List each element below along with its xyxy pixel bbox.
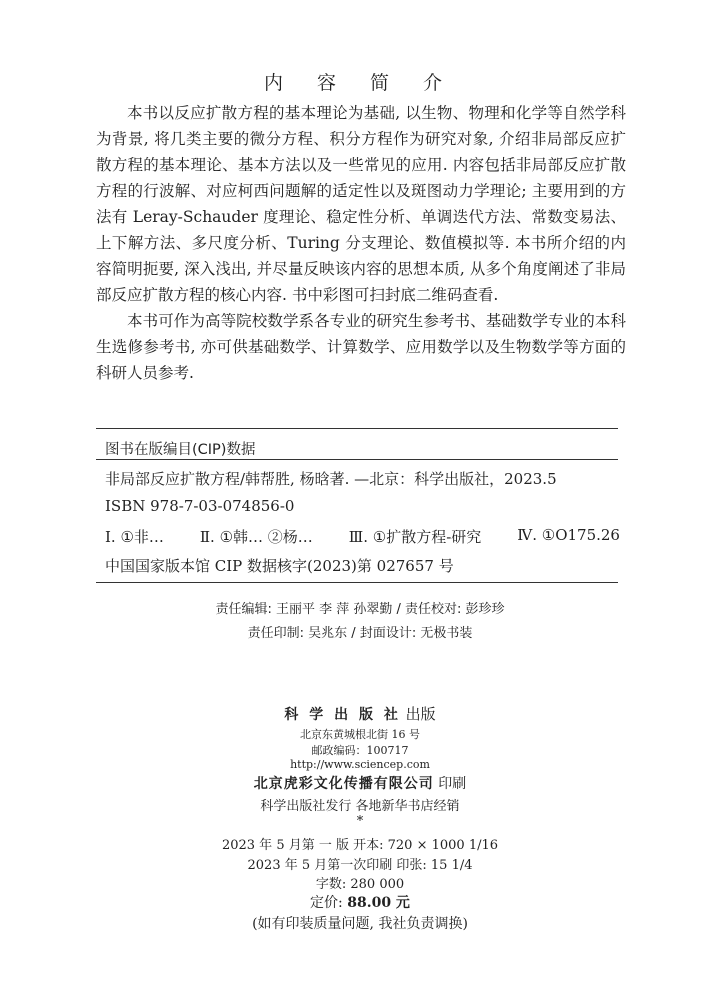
editors-credit: 责任编辑: 王丽平 李 萍 孙翠勤 / 责任校对: 彭珍珍 (215, 602, 505, 617)
publisher-line (0, 703, 720, 724)
distribution: 科学出版社发行 各地新华书店经销 (260, 799, 460, 814)
cip-top-rule (96, 428, 618, 429)
abstract-paragraph: 本书以反应扩散方程的基本理论为基础, 以生物、物理和化学等自然学科为背景, 将几类主要的微分方程、积分方程作为研究对象, 介绍非局部反应扩散方程的基本理论、基本方法以及一些常见的应用. 内容包括非局部反应扩散方程的行波解、对应柯西问题解的适定性以及斑图动力学理论; 主要用到的方法有 Leray-Schauder 度理论、稳定性分析、单调迭代方法、常数变易法、上下解方法、多尺度分析、Turing 分支理论、数值模拟等. 本书所介绍的内容简明扼要, 深入浅出, 并尽量反映该内容的思想本质, 从多个角度阐述了非局部反应扩散方程的核心内容. 书中彩图可扫封底二维码查看. (96, 104, 626, 304)
cip-approval: 中国国家版本馆 CIP 数据核字(2023)第 027657 号 (105, 557, 454, 575)
price-value: 88.00 元 (347, 895, 410, 911)
edition-info: 2023 年 5 月第 一 版 开本: 720 × 1000 1/16 (221, 838, 499, 853)
cip-class-item: Ⅲ. ①扩散方程-研究 (348, 528, 482, 546)
printer-name: 北京虎彩文化传播有限公司 (253, 776, 434, 792)
abstract-body (96, 100, 626, 386)
cip-citation: 非局部反应扩散方程/韩帮胜, 杨晗著. —北京：科学出版社，2023.5 (105, 470, 557, 488)
cip-isbn: ISBN 978-7-03-074856-0 (105, 497, 295, 515)
quality-notice: (如有印装质量问题, 我社负责调换) (252, 916, 468, 932)
price-label: 定价: (310, 895, 343, 911)
cip-classification (105, 526, 620, 547)
printer-suffix: 印刷 (438, 776, 467, 792)
cip-bottom-rule (96, 582, 618, 583)
cip-class-item: Ⅱ. ①韩… ②杨… (199, 528, 313, 546)
abstract-paragraph: 本书可作为高等院校数学系各专业的研究生参考书、基础数学专业的本科生选修参考书, 亦可供基础数学、计算数学、应用数学以及生物数学等方面的科研人员参考. (96, 312, 626, 382)
cip-heading: 图书在版编目(CIP)数据 (105, 442, 256, 458)
printer-line (0, 773, 720, 793)
word-count: 字数: 280 000 (315, 877, 405, 892)
postcode: 邮政编码：100717 (311, 744, 409, 757)
cip-class-item: Ⅰ. ①非… (105, 528, 164, 546)
cip-class-item: Ⅳ. ①O175.26 (517, 526, 620, 544)
price-line (0, 892, 720, 912)
publisher-address: 北京东黄城根北街 16 号 (300, 728, 420, 741)
impression-info: 2023 年 5 月第一次印刷 印张: 15 1/4 (247, 858, 473, 873)
cip-heading-rule (96, 459, 618, 460)
publisher-suffix: 出版 (405, 705, 436, 723)
abstract-heading: 内 容 简 介 (263, 72, 457, 94)
printing-credit: 责任印制: 吴兆东 / 封面设计: 无极书装 (247, 626, 473, 641)
website-url: http://www.sciencep.com (290, 758, 430, 771)
separator-star: * (356, 814, 364, 829)
publisher-name: 科 学 出 版 社 (284, 707, 401, 723)
